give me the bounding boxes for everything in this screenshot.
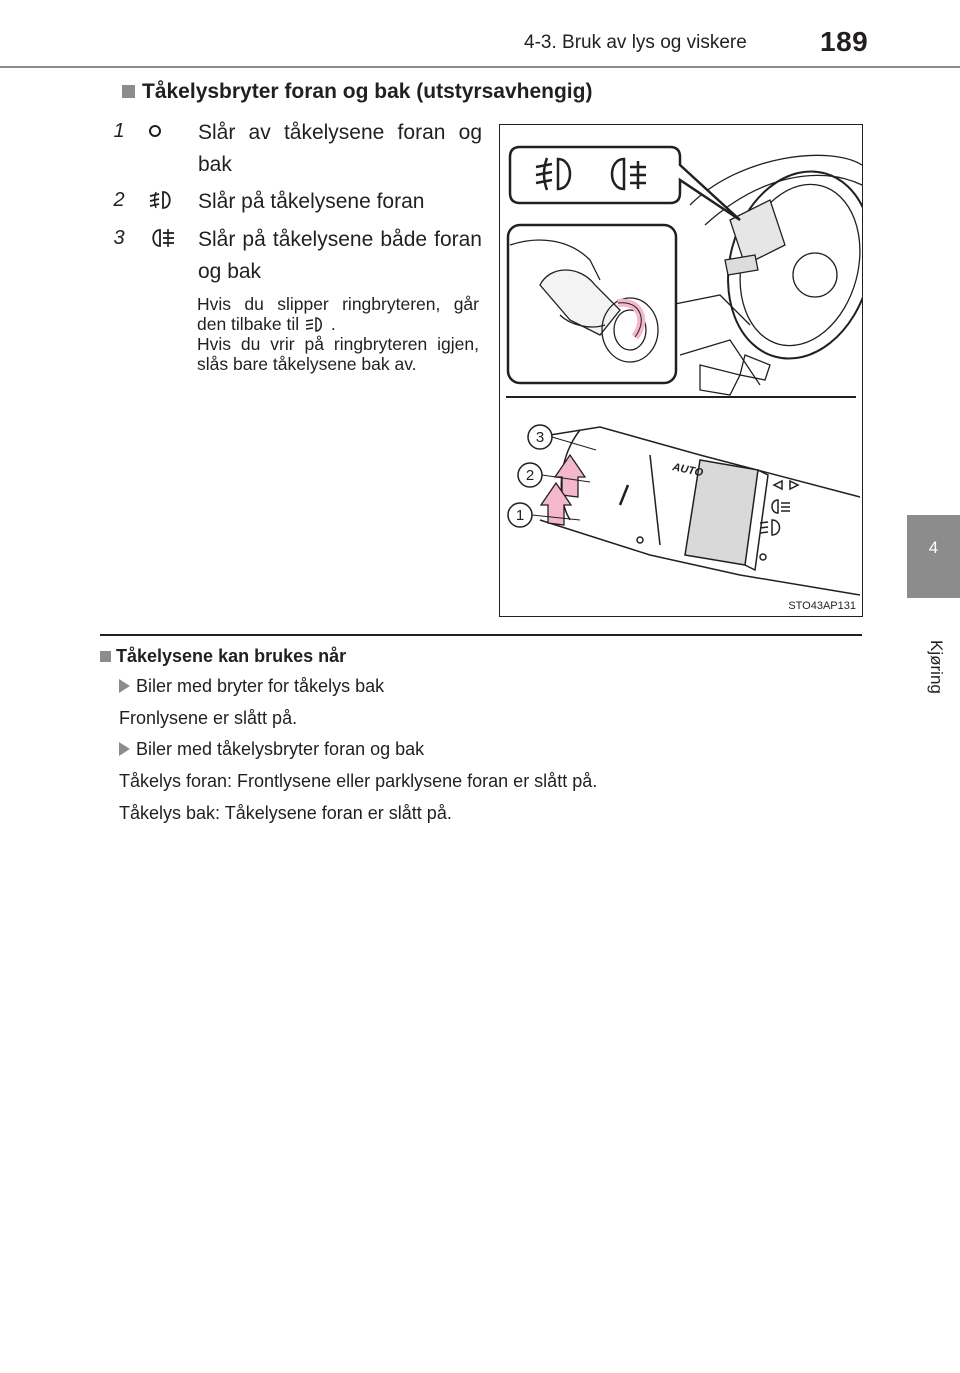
note-text bbox=[197, 294, 479, 374]
bullet-1-text: Biler med bryter for tåkelys bak bbox=[136, 676, 385, 696]
triangle-bullet-icon bbox=[119, 742, 130, 756]
main-heading bbox=[122, 80, 592, 104]
front-fog-light-icon bbox=[148, 189, 176, 213]
item-3-text: Slår på tåkelysene både foran og bak bbox=[198, 228, 482, 283]
header-divider bbox=[0, 66, 960, 68]
off-circle-icon bbox=[147, 123, 165, 141]
item-2-text: Slår på tåkelysene foran bbox=[198, 190, 425, 213]
svg-text:3: 3 bbox=[113, 227, 125, 249]
triangle-bullet-icon bbox=[119, 679, 130, 693]
rear-fog-light-icon bbox=[148, 227, 176, 251]
number-1-icon bbox=[106, 117, 132, 143]
subheading-square-icon bbox=[100, 651, 111, 662]
number-3-icon bbox=[106, 224, 132, 250]
subsection-heading-text: Tåkelysene kan brukes når bbox=[116, 646, 347, 666]
item-1-text: Slår av tåkelysene foran og bak bbox=[198, 121, 482, 176]
chapter-label: Kjøring bbox=[927, 640, 946, 694]
paragraph-1: Fronlysene er slått på. bbox=[119, 708, 298, 728]
bullet-2 bbox=[119, 739, 424, 760]
subsection-heading bbox=[100, 646, 346, 667]
section-title: 4-3. Bruk av lys og viskere bbox=[524, 32, 747, 53]
figure-caption: STO43AP131 bbox=[788, 600, 856, 612]
svg-text:3: 3 bbox=[535, 429, 545, 446]
chapter-number: 4 bbox=[928, 538, 939, 557]
fog-light-switch-illustration bbox=[499, 124, 863, 617]
svg-text:1: 1 bbox=[515, 507, 525, 524]
svg-text:AUTO: AUTO bbox=[671, 461, 705, 480]
section-divider bbox=[100, 634, 862, 636]
main-heading-text: Tåkelysbryter foran og bak (utstyrsavhengig) bbox=[142, 80, 593, 103]
note-line1: Hvis du slipper ringbryteren, går den tilbake til bbox=[197, 294, 479, 334]
paragraph-2: Tåkelys foran: Frontlysene eller parklysene foran er slått på. bbox=[119, 771, 598, 791]
illustration-drawing bbox=[500, 125, 862, 616]
front-fog-light-icon bbox=[304, 316, 326, 334]
chapter-label-container bbox=[906, 640, 960, 740]
svg-text:2: 2 bbox=[113, 189, 125, 211]
page-number: 189 bbox=[820, 26, 869, 57]
svg-text:1: 1 bbox=[113, 120, 125, 142]
number-2-icon bbox=[106, 186, 132, 212]
note-line1-end: . bbox=[330, 314, 336, 334]
svg-text:2: 2 bbox=[525, 467, 535, 484]
heading-square-icon bbox=[122, 85, 135, 98]
bullet-1 bbox=[119, 676, 384, 697]
paragraph-3: Tåkelys bak: Tåkelysene foran er slått på. bbox=[119, 803, 452, 823]
bullet-2-text: Biler med tåkelysbryter foran og bak bbox=[136, 739, 425, 759]
note-line2: Hvis du vrir på ringbryteren igjen, slås bare tåkelysene bak av. bbox=[197, 334, 479, 374]
